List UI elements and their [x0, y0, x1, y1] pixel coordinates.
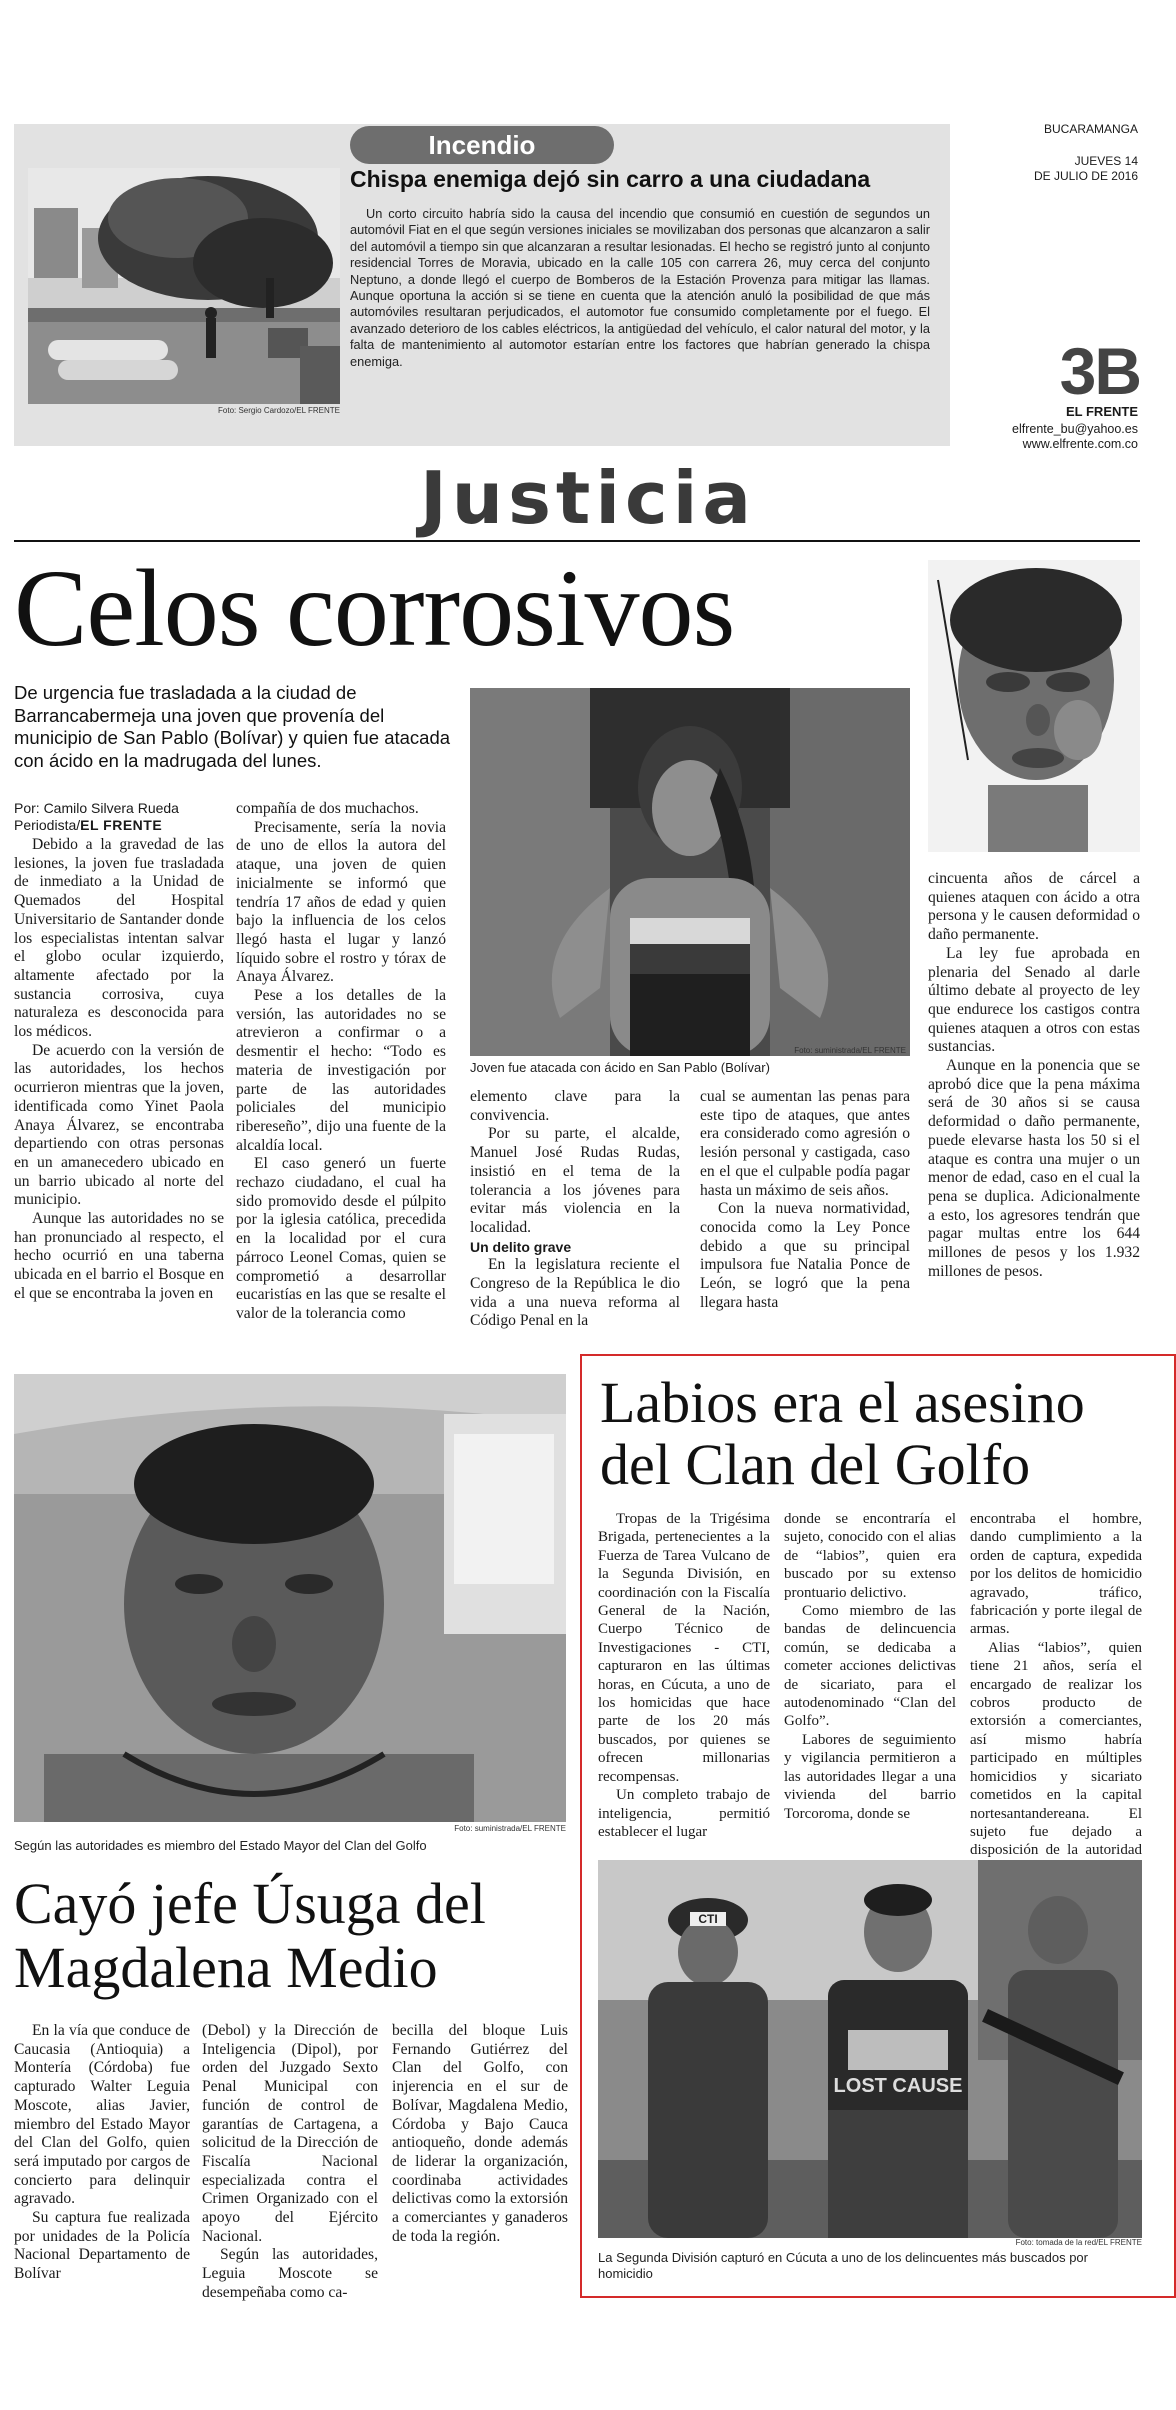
incendio-photo	[28, 168, 340, 404]
cayo-column-2	[202, 2022, 378, 2303]
officer-badge-text: CTI	[698, 1912, 718, 1926]
labios-paragraph: donde se encontraría el sujeto, conocido con el alias de “labios”, quien era buscado por su extenso prontuario delictivo.	[784, 1511, 956, 1601]
victim-face-photo	[928, 560, 1140, 852]
victim-face-image	[928, 560, 1140, 852]
celos-byline-role: Periodista/	[14, 817, 81, 833]
incendio-tag: Incendio	[350, 126, 614, 164]
masthead-date-line1: JUEVES 14	[1074, 154, 1138, 168]
incendio-photo-credit: Foto: Sergio Cardozo/EL FRENTE	[218, 406, 340, 415]
celos-column-4	[700, 1088, 910, 1312]
celos-byline	[14, 800, 224, 834]
incendio-headline: Chispa enemiga dejó sin carro a una ciudadana	[350, 166, 871, 192]
celos-paragraph: elemento clave para la convivencia.	[470, 1088, 680, 1124]
suspect-selfie-credit: Foto: suministrada/EL FRENTE	[454, 1824, 566, 1833]
celos-byline-name: Por: Camilo Silvera Rueda	[14, 800, 179, 816]
labios-paragraph: encontraba el hombre, dando cumplimiento a la orden de captura, expedida por los delitos de homicidio agravado, tráfico, fabricación y porte ilegal de armas.	[970, 1511, 1142, 1638]
celos-byline-brand: EL FRENTE	[80, 817, 163, 833]
incendio-body	[350, 206, 930, 370]
masthead-website: www.elfrente.com.co	[1022, 437, 1138, 451]
celos-paragraph: cincuenta años de cárcel a quienes ataquen con ácido a otra persona y le causen deformidad o daño permanente.	[928, 870, 1140, 944]
section-title: Justicia	[420, 456, 756, 540]
celos-paragraph: cual se aumentan las penas para este tipo de ataques, que antes era considerado como agresión o lesión personal y castigada, caso en el que el culpable podía pagar hasta un máximo de seis años.	[700, 1088, 910, 1199]
masthead-city: BUCARAMANGA	[1043, 122, 1138, 136]
labios-column-3	[970, 1510, 1142, 1878]
cayo-column-3	[392, 2022, 568, 2246]
celos-paragraph: Por su parte, el alcalde, Manuel José Rudas Rudas, insistió en el tema de la tolerancia a los jóvenes para evitar más violencia en la localidad.	[470, 1125, 680, 1236]
celos-paragraph: Debido a la gravedad de las lesiones, la joven fue trasladada de inmediato a la Unidad de Quemados del Hospital Universitario de Santander donde los especialistas intentan salvar el globo ocular izquierdo, altamente afectado por la sustancia corrosiva, cuya naturaleza es desconocida para los médicos.	[14, 836, 224, 1041]
victim-portrait-image	[470, 688, 910, 1056]
suspect-selfie-caption: Según las autoridades es miembro del Estado Mayor del Clan del Golfo	[14, 1838, 427, 1853]
incendio-body-text: Un corto circuito habría sido la causa del incendio que consumió en cuestión de segundos un automóvil Fiat en el que según versiones iniciales se movilizaban dos personas que alcanzaron a salir del automóvil a tiempo sin que alcanzaran a resultar lesionadas. El hecho se registró junto al conjunto residencial Torres de Moravia, ubicado en la calle 105 con carrera 26, muy cerca del conjunto Neptuno, a donde llegó el cuerpo de Bomberos de la Estación Provenza para mitigar las llamas. Aunque oportuna la acción si se tiene en cuenta que la atención anuló la posibilidad de que más automóviles resultaran perjudicados, el automotor fue consumido completamente por el fuego. El avanzado deterioro de los cables eléctricos, la antigüedad del vehículo, el calor natural del motor, y la falta de mantenimiento al automotor estarían entre los factores que habrían generado la chispa enemiga.	[350, 206, 930, 369]
celos-paragraph: El caso generó un fuerte rechazo ciudadano, el cual ha sido promovido desde el púlpito por la iglesia católica, precedida en la localidad por el cura párroco Leonel Comas, quien se comprometió a desarrollar eucaristías en las que se resalte el valor de la tolerancia como	[236, 1155, 446, 1322]
celos-dek: De urgencia fue trasladada a la ciudad de Barrancabermeja una joven que provenía del municipio de San Pablo (Bolívar) y quien fue atacada con ácido en la madrugada del lunes.	[14, 682, 451, 771]
victim-portrait-photo	[470, 688, 910, 1056]
cayo-column-1	[14, 2022, 190, 2284]
suspect-selfie-image	[14, 1374, 566, 1822]
celos-paragraph: En la legislatura reciente el Congreso de la República le dio vida a una nueva reforma al Código Penal en la	[470, 1256, 680, 1330]
arrest-photo	[598, 1860, 1142, 2238]
masthead-brand: EL FRENTE	[1066, 404, 1138, 419]
suspect-selfie-photo	[14, 1374, 566, 1822]
suspect-shirt-text: LOST CAUSE	[833, 2075, 963, 2097]
labios-paragraph: Como miembro de las bandas de delincuencia común, se dedicaba a cometer acciones delictivas de sicariato, para el autodenominado “Clan del Golfo”.	[784, 1603, 956, 1730]
masthead-contact	[960, 422, 1138, 452]
celos-column-1	[14, 800, 224, 1304]
arrest-photo-credit: Foto: tomada de la red/EL FRENTE	[1015, 2238, 1142, 2247]
arrest-image	[598, 1860, 1142, 2238]
cayo-title: Cayó jefe Úsuga del Magdalena Medio	[14, 1871, 486, 2000]
celos-column-5	[928, 870, 1140, 1281]
labios-paragraph: Labores de seguimiento y vigilancia permitieron a las autoridades llegar a una vivienda del barrio Torcoroma, donde se	[784, 1731, 956, 1822]
celos-paragraph: Precisamente, sería la novia de uno de ellos la autora del ataque, una joven de quien inicialmente se informó que tendría 17 años de edad y quien bajo la influencia de los celos llegó hasta el lugar y lanzó líquido sobre el rostro y tórax de Anaya Álvarez.	[236, 818, 446, 986]
labios-title: Labios era el asesino del Clan del Golfo	[600, 1370, 1085, 1497]
celos-paragraph: compañía de dos muchachos.	[236, 800, 419, 817]
masthead-date	[1010, 154, 1138, 184]
victim-portrait-credit: Foto: suministrada/EL FRENTE	[794, 1046, 906, 1055]
celos-title: Celos corrosivos	[14, 547, 735, 669]
labios-column-1	[598, 1510, 770, 1841]
cayo-paragraph: En la vía que conduce de Caucasia (Antioquia) a Montería (Córdoba) fue capturado Walter Leguia Moscote, alias Javier, miembro del Estado Mayor del Clan del Golfo, quien será imputado por cargos de concierto para delinquir agravado.	[14, 2022, 190, 2208]
labios-paragraph: Un completo trabajo de inteligencia, permitió establecer el lugar	[598, 1787, 770, 1840]
masthead-email: elfrente_bu@yahoo.es	[1012, 422, 1138, 436]
masthead-date-line2: DE JULIO DE 2016	[1033, 169, 1138, 183]
celos-byline-role-line	[14, 817, 224, 834]
celos-column-3	[470, 1088, 680, 1331]
cayo-paragraph: becilla del bloque Luis Fernando Gutiérrez del Clan del Golfo, con injerencia en el sur de Bolívar, Magdalena Medio, Córdoba y Bajo Cauca antioqueño, donde además de liderar la organización, coordinaba actividades delictivas como la extorsión a comerciantes y ganaderos de toda la región.	[392, 2022, 568, 2245]
page-number: 3B	[1059, 334, 1140, 408]
cayo-paragraph: Su captura fue realizada por unidades de la Policía Nacional Departamento de Bolívar	[14, 2209, 190, 2283]
cayo-paragraph: (Debol) y la Dirección de Inteligencia (Dipol), por orden del Juzgado Sexto Penal Municipal con función de control de garantías de Cartagena, a solicitud de la Dirección de Fiscalía Nacional especializada contra el Crimen Organizado con el apoyo del Ejército Nacional.	[202, 2022, 378, 2245]
labios-paragraph: Tropas de la Trigésima Brigada, pertenecientes a la Fuerza de Tarea Vulcano de la Segunda División, en coordinación con la Fiscalía General de la Nación, Cuerpo Técnico de Investigaciones - CTI, capturaron en las últimas horas, en Cúcuta, a uno de los homicidas que hace parte de los 20 más buscados, por quienes se ofrecen millonarias recompensas.	[598, 1511, 770, 1785]
arrest-photo-caption: La Segunda División capturó en Cúcuta a uno de los delincuentes más buscados por homicidio	[598, 2250, 1088, 2281]
victim-portrait-caption: Joven fue atacada con ácido en San Pablo (Bolívar)	[470, 1060, 770, 1075]
celos-subhead: Un delito grave	[470, 1238, 572, 1255]
cayo-paragraph: Según las autoridades, Leguia Moscote se desempeñaba como ca-	[202, 2246, 378, 2301]
celos-paragraph: Pese a los detalles de la versión, las autoridades no se atrevieron a confirmar o a desmentir el hecho: “Todo es materia de investigación por parte de las autoridades policiales del municipio ribereseño”, dijo una fuente de la alcaldía local.	[236, 987, 446, 1154]
incendio-photo-image	[28, 168, 340, 404]
celos-paragraph: Aunque en la ponencia que se aprobó dice que la pena máxima será de 30 años si se causa deformidad o daño permanente, puede elevarse hasta los 50 si el ataque es contra una mujer o un menor de edad, caso en el cual la pena se duplica. Adicionalmente a esto, los agresores tendrán que pagar multas entre los 644 millones de pesos y los 1.932 millones de pesos.	[928, 1057, 1140, 1280]
celos-column-2	[236, 800, 446, 1324]
celos-paragraph: La ley fue aprobada en plenaria del Senado al darle último debate al proyecto de ley que endurece los castigos contra quienes ataquen a otros con estas sustancias.	[928, 944, 1140, 1056]
labios-paragraph: Alias “labios”, quien tiene 21 años, sería el encargado de realizar los cobros producto de extorsión a comerciantes, así mismo habría participado en múltiples homicidios y sicariato cometidos en la capital nortesantandereana. El sujeto fue dejado a disposición de la autoridad	[970, 1639, 1142, 1859]
celos-paragraph: Con la nueva normatividad, conocida como la Ley Ponce debido a que su principal impulsora fue Natalia Ponce de León, se logró que la pena llegara hasta	[700, 1200, 910, 1311]
labios-column-2	[784, 1510, 956, 1823]
celos-paragraph: Aunque las autoridades no se han pronunciado al respecto, el hecho ocurrió en una taberna ubicada en el barrio el Bosque en el que se encontraba la joven en	[14, 1210, 224, 1302]
celos-paragraph: De acuerdo con la versión de las autoridades, los hechos ocurrieron mientras que la joven, identificada como Yinet Paola Anaya Álvarez, se encontraba departiendo con otras personas en un amanecedero ubicado en un barrio ubicado al norte del municipio.	[14, 1041, 224, 1209]
section-rule	[14, 540, 1140, 542]
